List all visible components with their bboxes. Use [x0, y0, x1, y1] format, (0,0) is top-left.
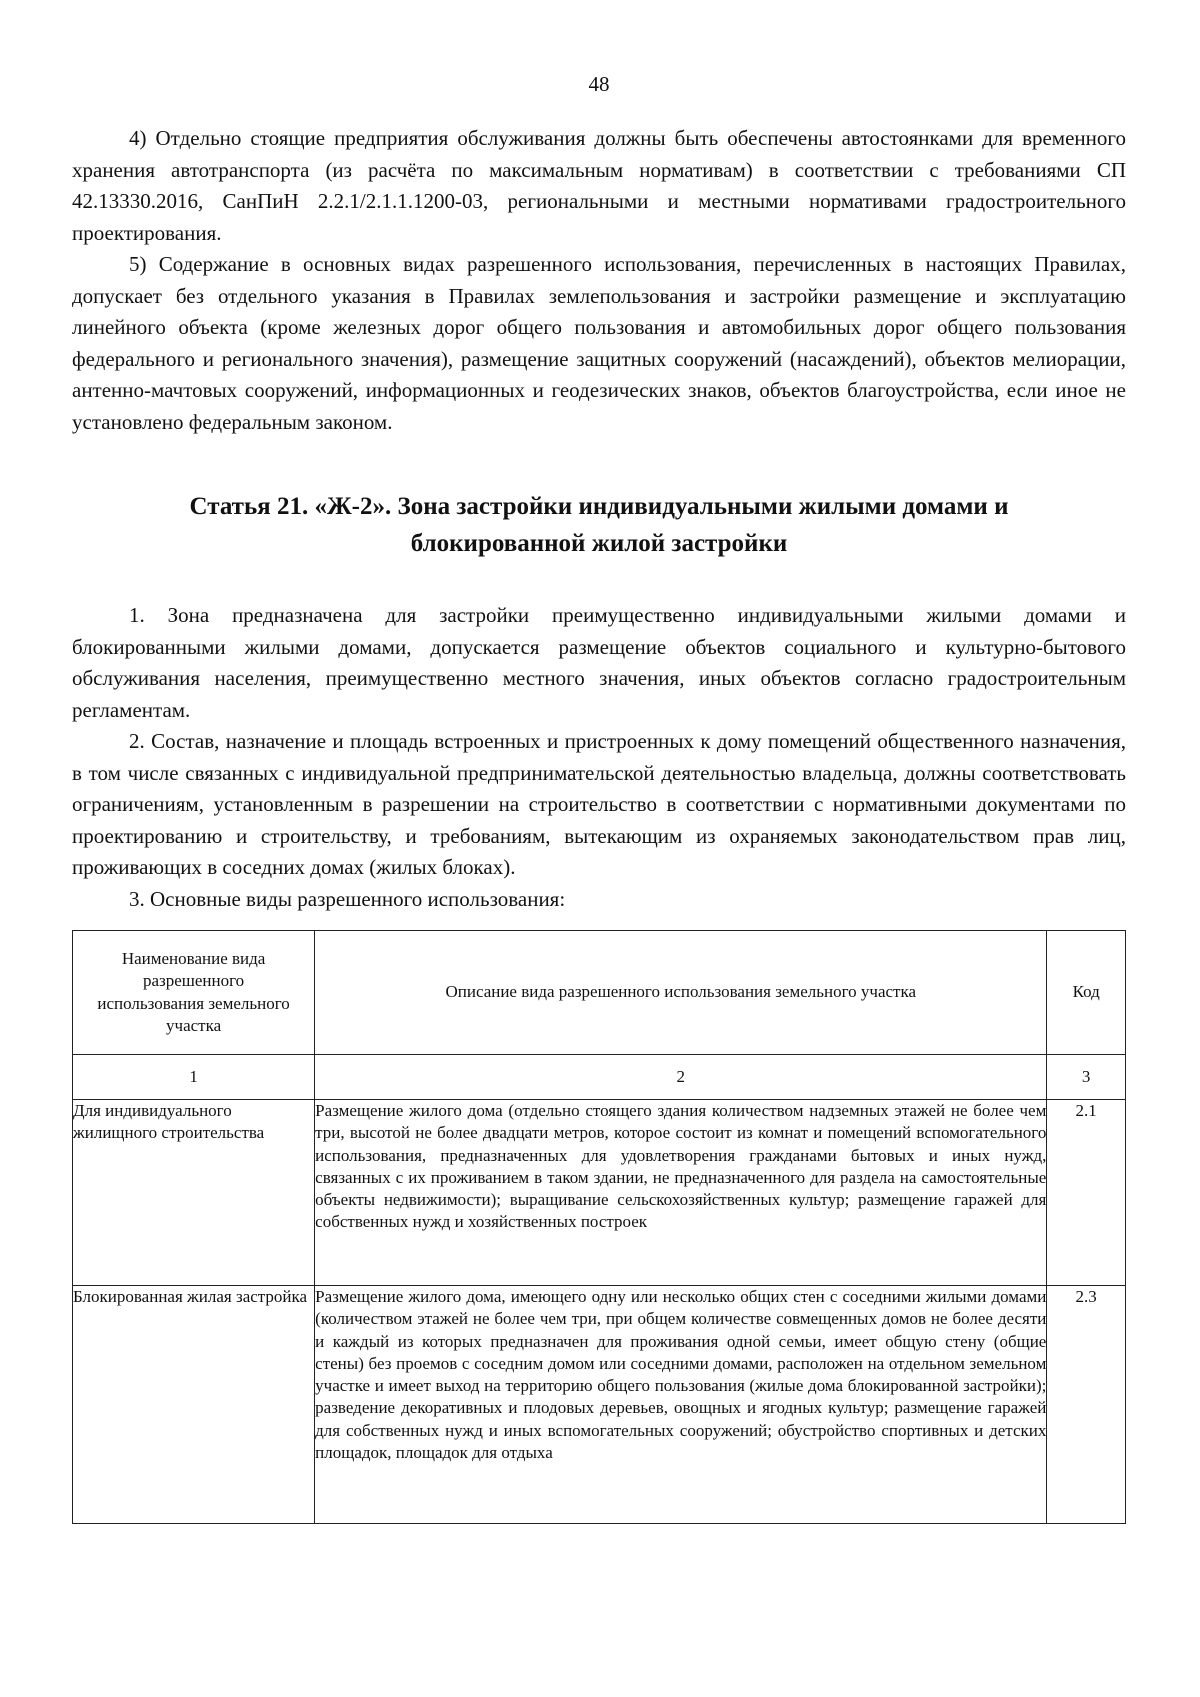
- paragraph-5: 5) Содержание в основных видах разрешенного использования, перечисленных в настоящих Правилах, допускает без отдельного указания в Правилах землепользования и застройки размещение и эксплуатацию линейного объекта (кроме железных дорог общего пользования и автомобильных дорог общего пользования федерального и регионального значения), размещение защитных сооружений (насаждений), объектов мелиорации, антенно-мачтовых сооружений, информационных и геодезических знаков, объектов благоустройства, если иное не установлено федеральным законом.: [72, 252, 1126, 434]
- use-code: 2.3: [1047, 1286, 1126, 1524]
- page-number: 48: [588, 72, 610, 96]
- header-name: Наименование вида разрешенного использования земельного участка: [73, 931, 315, 1055]
- header-description: Описание вида разрешенного использования земельного участка: [315, 931, 1047, 1055]
- column-number-3: 3: [1047, 1055, 1126, 1100]
- use-name: Блокированная жилая застройка: [73, 1286, 315, 1524]
- article-paragraph-1: 1. Зона предназначена для застройки преимущественно индивидуальными жилыми домами и блокированными жилыми домами, допускается размещение объектов социального и культурно-бытового обслуживания населения, преимущественно местного значения, иных объектов согласно градостроительным регламентам.: [72, 603, 1126, 722]
- table-row: [73, 1286, 1126, 1524]
- column-number-1: 1: [73, 1055, 315, 1100]
- article-paragraph-3: 3. Основные виды разрешенного использования:: [129, 886, 566, 911]
- article-paragraph-2: 2. Состав, назначение и площадь встроенных и пристроенных к дому помещений общественного назначения, в том числе связанных с индивидуальной предпринимательской деятельностью владельца, должны соответствовать ограничениям, установленным в разрешении на строительство в соответствии с нормативными документами по проектированию и строительству, и требованиям, вытекающим из охраняемых законодательством прав лиц, проживающих в соседних домах (жилых блоках).: [72, 729, 1126, 879]
- table-column-numbers-row: [73, 1055, 1126, 1100]
- document-page: [72, 60, 1126, 1524]
- table-row: [73, 1100, 1126, 1286]
- table-header-row: [73, 931, 1126, 1055]
- header-code: Код: [1047, 931, 1126, 1055]
- use-code: 2.1: [1047, 1100, 1126, 1286]
- column-number-2: 2: [315, 1055, 1047, 1100]
- use-description: Размещение жилого дома, имеющего одну или несколько общих стен с соседними жилыми домами (количеством этажей не более чем три, при общем количестве совмещенных домов не более десяти и каждый из которых предназначен для проживания одной семьи, имеет общую стену (общие стены) без проемов с соседним домом или соседними домами, расположен на отдельном земельном участке и имеет выход на территорию общего пользования (жилые дома блокированной застройки); разведение декоративных и плодовых деревьев, овощных и ягодных культур; размещение гаражей для собственных нужд и иных вспомогательных сооружений; обустройство спортивных и детских площадок, площадок для отдыха: [315, 1286, 1047, 1524]
- use-name: Для индивидуального жилищного строительства: [73, 1100, 315, 1286]
- use-description: Размещение жилого дома (отдельно стоящего здания количеством надземных этажей не более чем три, высотой не более двадцати метров, которое состоит из комнат и помещений вспомогательного использования, предназначенных для удовлетворения гражданами бытовых и иных нужд, связанных с их проживанием в таком здании, не предназначенного для раздела на самостоятельные объекты недвижимости); выращивание сельскохозяйственных культур; размещение гаражей для собственных нужд и хозяйственных построек: [315, 1100, 1047, 1286]
- paragraph-4: 4) Отдельно стоящие предприятия обслуживания должны быть обеспечены автостоянками для временного хранения автотранспорта (из расчёта по максимальным нормативам) в соответствии с требованиями СП 42.13330.2016, СанПиН 2.2.1/2.1.1.1200-03, региональными и местными нормативами градостроительного проектирования.: [72, 126, 1126, 245]
- article-title: Статья 21. «Ж-2». Зона застройки индивидуальными жилыми домами и блокированной жилой застройки: [189, 493, 1009, 557]
- permitted-uses-table: [72, 930, 1126, 1524]
